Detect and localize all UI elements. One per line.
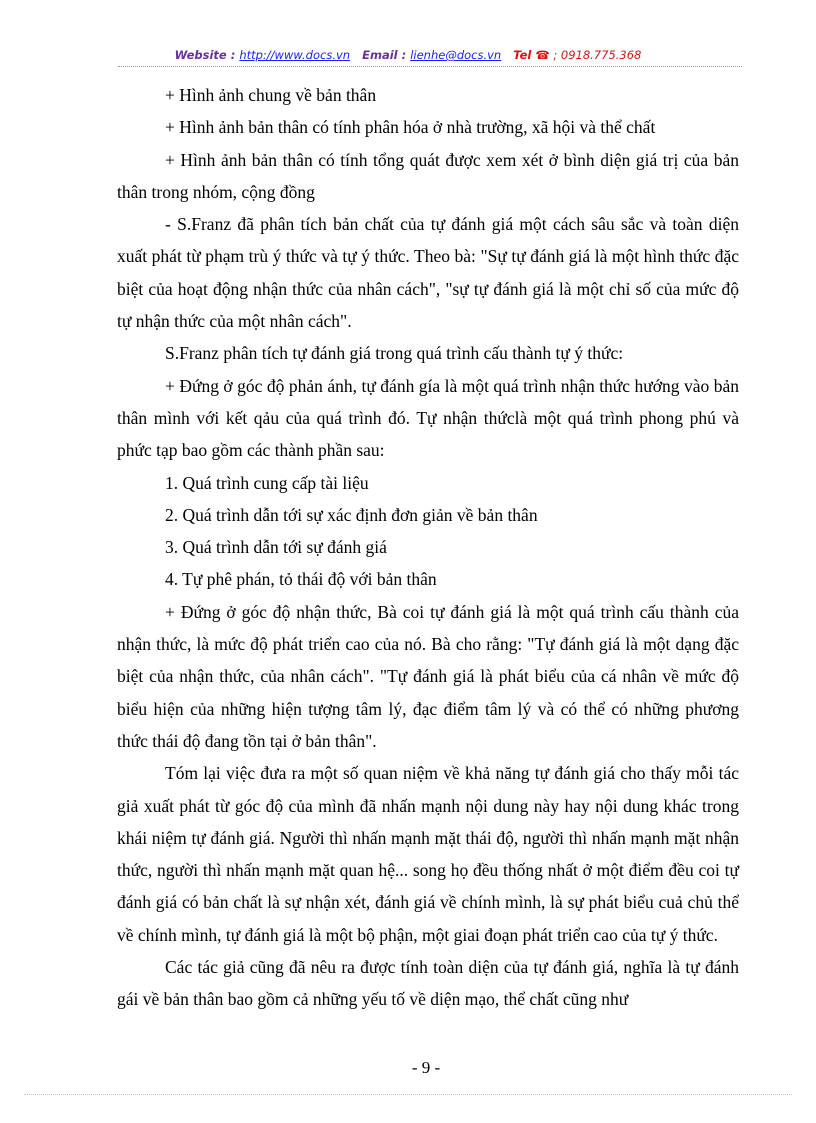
email-label: Email	[362, 48, 398, 62]
paragraph: + Đứng ở góc độ nhận thức, Bà coi tự đánh giá là một quá trình cấu thành của nhận thức, là mức độ phát triển cao của nó. Bà cho rằng: "Tự đánh giá là một dạng đặc biệt của nhận thức, của nhân cách". "Tự đánh giá là phát biểu của cá nhân về mức độ biểu hiện của những hiện tượng tâm lý, đạc điểm tâm lý và có thể có những phương thức thái độ đang tồn tại ở bản thân".	[117, 601, 739, 751]
email-separator: :	[397, 48, 411, 62]
paragraph: 2. Quá trình dẫn tới sự xác định đơn giản về bản thân	[165, 504, 538, 525]
paragraph: 4. Tự phê phán, tỏ thái độ với bản thân	[165, 569, 437, 590]
website-label: Website	[174, 48, 227, 62]
paragraph: - S.Franz đã phân tích bản chất của tự đánh giá một cách sâu sắc và toàn diện xuất phát từ phạm trù ý thức và tự ý thức. Theo bà: "Sự tự đánh giá là một hình thức đặc biệt của hoạt động nhận thức của nhân cách", "sự tự đánh giá là một chỉ số của mức độ tự nhận thức của một nhân cách".	[117, 214, 739, 332]
paragraph: 1. Quá trình cung cấp tài liệu	[165, 472, 369, 493]
paragraph: + Đứng ở góc độ phản ánh, tự đánh gía là một quá trình nhận thức hướng vào bản thân mình với kết qảu của quá trình đó. Tự nhận thứclà một quá trình phong phú và phức tạp bao gồm các thành phần sau:	[117, 375, 739, 461]
page-header	[0, 48, 816, 62]
page-number: - 9 -	[411, 1058, 441, 1077]
paragraph: Các tác giả cũng đã nêu ra được tính toàn diện của tự đánh giá, nghĩa là tự đánh gái về bản thân bao gồm cả những yếu tố về diện mạo, thể chất cũng như	[117, 957, 739, 1010]
phone-icon: ☎	[535, 48, 550, 62]
paragraph: + Hình ảnh chung về bản thân	[165, 85, 377, 105]
footer-divider	[24, 1094, 792, 1095]
header-divider	[118, 66, 742, 67]
paragraph: 3. Quá trình dẫn tới sự đánh giá	[165, 537, 387, 558]
website-separator: :	[226, 48, 240, 62]
paragraph: + Hình ảnh bản thân có tính phân hóa ở nhà trường, xã hội và thể chất	[165, 117, 656, 138]
tel-label: Tel	[513, 48, 532, 62]
tel-number: ; 0918.775.368	[549, 48, 642, 62]
document-body	[117, 79, 739, 1016]
website-link[interactable]: http://www.docs.vn	[239, 48, 351, 62]
paragraph: Tóm lại việc đưa ra một số quan niệm về khả năng tự đánh giá cho thấy mỗi tác giả xuất phát từ góc độ của mình đã nhấn mạnh nội dung này hay nội dung khác trong khái niệm tự đánh giá. Người thì nhấn mạnh mặt thái độ, người thì nhấn mạnh mặt nhận thức, người thì nhấn mạnh mặt quan hệ... song họ đều thống nhất ở một điểm đều coi tự đánh giá có bản chất là sự nhận xét, đánh giá về chính mình, là sự phát biểu cuả chủ thể về chính mình, tự đánh giá là một bộ phận, một giai đoạn phát triển cao của tự ý thức.	[117, 763, 739, 945]
paragraph: + Hình ảnh bản thân có tính tổng quát được xem xét ở bình diện giá trị của bản thân trong nhóm, cộng đồng	[117, 149, 739, 202]
paragraph: S.Franz phân tích tự đánh giá trong quá trình cấu thành tự ý thức:	[165, 343, 624, 364]
email-link[interactable]: lienhe@docs.vn	[410, 48, 502, 62]
